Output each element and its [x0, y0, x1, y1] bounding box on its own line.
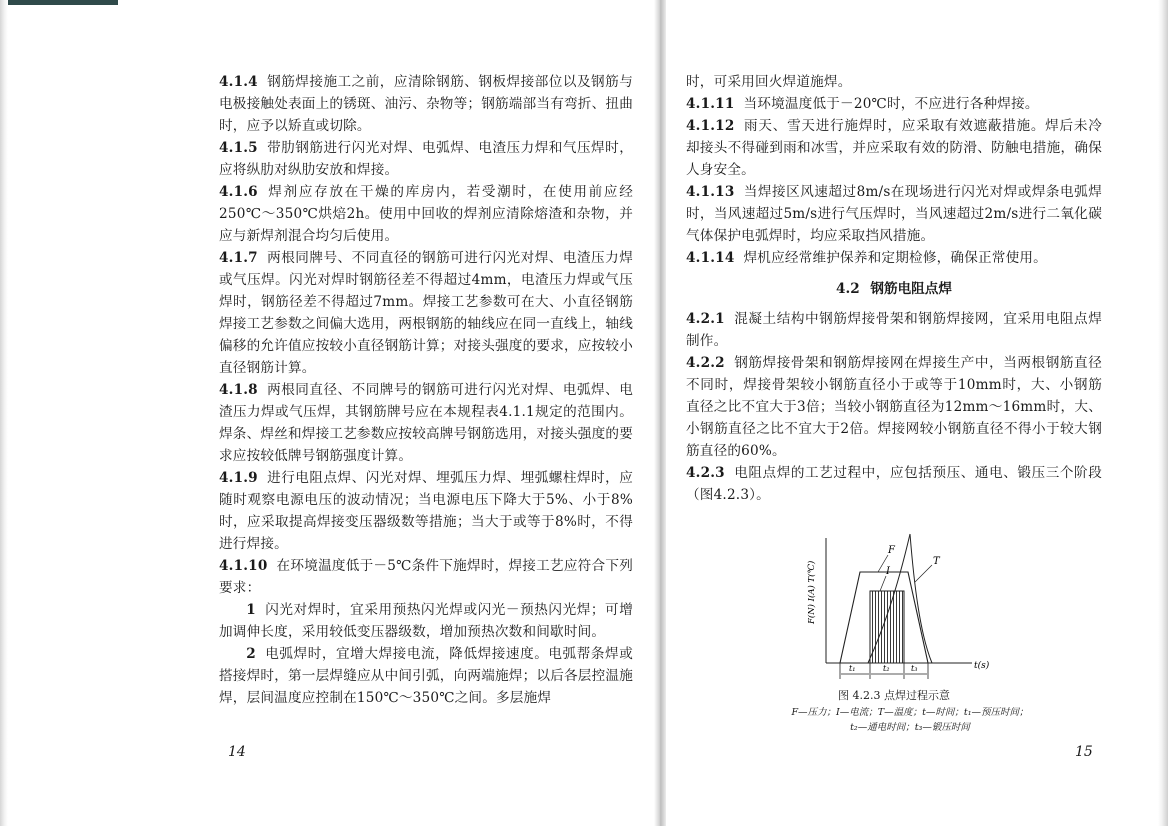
clause-text: 当环境温度低于－20℃时，不应进行各种焊接。 — [743, 96, 1039, 112]
clause-text: 两根同直径、不同牌号的钢筋可进行闪光对焊、电弧焊、电渣压力焊或气压焊，其钢筋牌号应在本规程表4.1.1规定的范围内。焊条、焊丝和焊接工艺参数应按较高牌号钢筋选用，对接头强度的要求应按较低牌号钢筋强度计算。 — [219, 382, 633, 464]
clause-text: 焊剂应存放在干燥的库房内，若受潮时，在使用前应经250℃～350℃烘焙2h。使用中回收的焊剂应清除熔渣和杂物，并应与新焊剂混合均匀后使用。 — [219, 184, 633, 244]
clause-number: 4.1.7 — [219, 250, 258, 266]
figure-legend-line: F—压力；I—电流；T—温度；t—时间；t₁—预压时间； — [791, 707, 1029, 718]
left-page-edge-shadow — [0, 0, 8, 826]
clause-paragraph — [686, 115, 1102, 181]
interval-label-t1: t₁ — [849, 664, 856, 673]
scan-edge-mark — [0, 0, 118, 5]
clause-number: 4.1.10 — [219, 558, 268, 574]
continuation-text: 时，可采用回火焊道施焊。 — [686, 74, 852, 90]
item-number: 1 — [246, 602, 256, 618]
item-number: 2 — [246, 646, 256, 662]
book-spine — [654, 0, 666, 826]
clause-paragraph — [219, 247, 633, 379]
interval-label-t2: t₂ — [883, 664, 890, 673]
clause-number: 4.1.11 — [686, 96, 735, 112]
clause-text: 雨天、雪天进行施焊时，应采取有效遮蔽措施。焊后未冷却接头不得碰到雨和冰雪，并应采取有效的防滑、防触电措施，确保人身安全。 — [686, 118, 1102, 178]
section-heading: 4.2 钢筋电阻点焊 — [836, 281, 952, 297]
clause-text: 两根同牌号、不同直径的钢筋可进行闪光对焊、电渣压力焊或气压焊。闪光对焊时钢筋径差不得超过4mm，电渣压力焊或气压焊时，钢筋径差不得超过7mm。焊接工艺参数可在大、小直径钢筋焊接工艺参数之间偏大选用，两根钢筋的轴线应在同一直线上，轴线偏移的允许值应按较小直径钢筋计算；对接头强度的要求，应按较小直径钢筋计算。 — [219, 250, 633, 376]
clause-paragraph — [686, 308, 1102, 352]
clause-paragraph — [219, 379, 633, 467]
item-text: 电弧焊时，宜增大焊接电流，降低焊接速度。电弧帮条焊或搭接焊时，第一层焊缝应从中间引弧，向两端施焊；以后各层控温施焊，层间温度应控制在150℃～350℃之间。多层施焊 — [219, 646, 633, 706]
clause-paragraph — [686, 352, 1102, 462]
figure-legend — [740, 705, 1080, 735]
clause-paragraph — [686, 181, 1102, 247]
clause-number: 4.2.3 — [686, 465, 725, 481]
spot-welding-diagram — [760, 524, 1050, 684]
clause-number: 4.1.6 — [219, 184, 258, 200]
clause-number: 4.1.13 — [686, 184, 735, 200]
clause-paragraph — [219, 71, 633, 137]
clause-paragraph — [219, 181, 633, 247]
clause-paragraph — [219, 137, 633, 181]
figure-caption: 图 4.2.3 点焊过程示意 — [838, 689, 950, 702]
clause-text: 当焊接区风速超过8m/s在现场进行闪光对焊或焊条电弧焊时，当风速超过5m/s进行气压焊时，当风速超过2m/s进行二氧化碳气体保护电弧焊时，均应采取挡风措施。 — [686, 184, 1102, 244]
clause-text: 电阻点焊的工艺过程中，应包括预压、通电、锻压三个阶段（图4.2.3）。 — [686, 465, 1102, 503]
spot-welding-process-figure — [760, 524, 1050, 688]
clause-number: 4.1.14 — [686, 250, 735, 266]
clause-text: 钢筋焊接施工之前，应清除钢筋、钢板焊接部位以及钢筋与电极接触处表面上的锈斑、油污、杂物等；钢筋端部当有弯折、扭曲时，应予以矫直或切除。 — [219, 74, 633, 134]
clause-text: 进行电阻点焊、闪光对焊、埋弧压力焊、埋弧螺柱焊时，应随时观察电源电压的波动情况；当电源电压下降大于5%、小于8%时，应采取提高焊接变压器级数等措施；当大于或等于8%时，不得进行焊接。 — [219, 470, 633, 552]
current-block-I — [870, 591, 904, 663]
clause-number: 4.1.4 — [219, 74, 258, 90]
clause-text: 在环境温度低于－5℃条件下施焊时，焊接工艺应符合下列要求： — [219, 558, 633, 596]
clause-paragraph — [686, 247, 1102, 269]
right-page-edge-shadow — [1158, 0, 1168, 826]
clause-text: 钢筋焊接骨架和钢筋焊接网在焊接生产中，当两根钢筋直径不同时，焊接骨架较小钢筋直径小于或等于10mm时，大、小钢筋直径之比不宜大于3倍；当较小钢筋直径为12mm～16mm时，大、小钢筋直径之比不宜大于2倍。焊接网较小钢筋直径不得小于较大钢筋直径的60%。 — [686, 355, 1102, 459]
clause-number: 4.1.9 — [219, 470, 258, 486]
x-axis-label: t(s) — [974, 661, 990, 671]
clause-paragraph — [219, 467, 633, 555]
label-leader — [880, 576, 886, 591]
clause-text: 混凝土结构中钢筋焊接骨架和钢筋焊接网，宜采用电阻点焊制作。 — [686, 311, 1102, 349]
clause-paragraph — [686, 462, 1102, 506]
clause-number: 4.1.12 — [686, 118, 735, 134]
page-number-left: 14 — [228, 744, 246, 760]
clause-number: 4.1.8 — [219, 382, 258, 398]
item-text: 闪光对焊时，宜采用预热闪光焊或闪光－预热闪光焊；可增加调伸长度，采用较低变压器级数，增加预热次数和间歇时间。 — [219, 602, 633, 640]
clause-text: 带肋钢筋进行闪光对焊、电弧焊、电渣压力焊和气压焊时，应将纵肋对纵肋安放和焊接。 — [219, 140, 633, 178]
clause-number: 4.2.1 — [686, 311, 725, 327]
left-page — [219, 71, 633, 709]
y-axis-label: F(N) I(A) T(℃) — [807, 560, 817, 624]
page-number-right: 15 — [1075, 744, 1093, 760]
clause-paragraph — [686, 93, 1102, 115]
figure-legend-line: t₂—通电时间；t₃—锻压时间 — [850, 722, 970, 733]
list-item — [219, 643, 633, 709]
clause-number: 4.2.2 — [686, 355, 725, 371]
clause-text: 焊机应经常维护保养和定期检修，确保正常使用。 — [743, 250, 1047, 266]
curve-label-T: T — [933, 556, 940, 567]
clause-number: 4.1.5 — [219, 140, 258, 156]
right-page — [686, 71, 1102, 506]
label-leader — [915, 565, 932, 582]
interval-label-t3: t₃ — [911, 664, 918, 673]
curve-label-I: I — [886, 566, 890, 577]
clause-paragraph — [219, 555, 633, 599]
list-item — [219, 599, 633, 643]
curve-label-F: F — [888, 545, 895, 556]
